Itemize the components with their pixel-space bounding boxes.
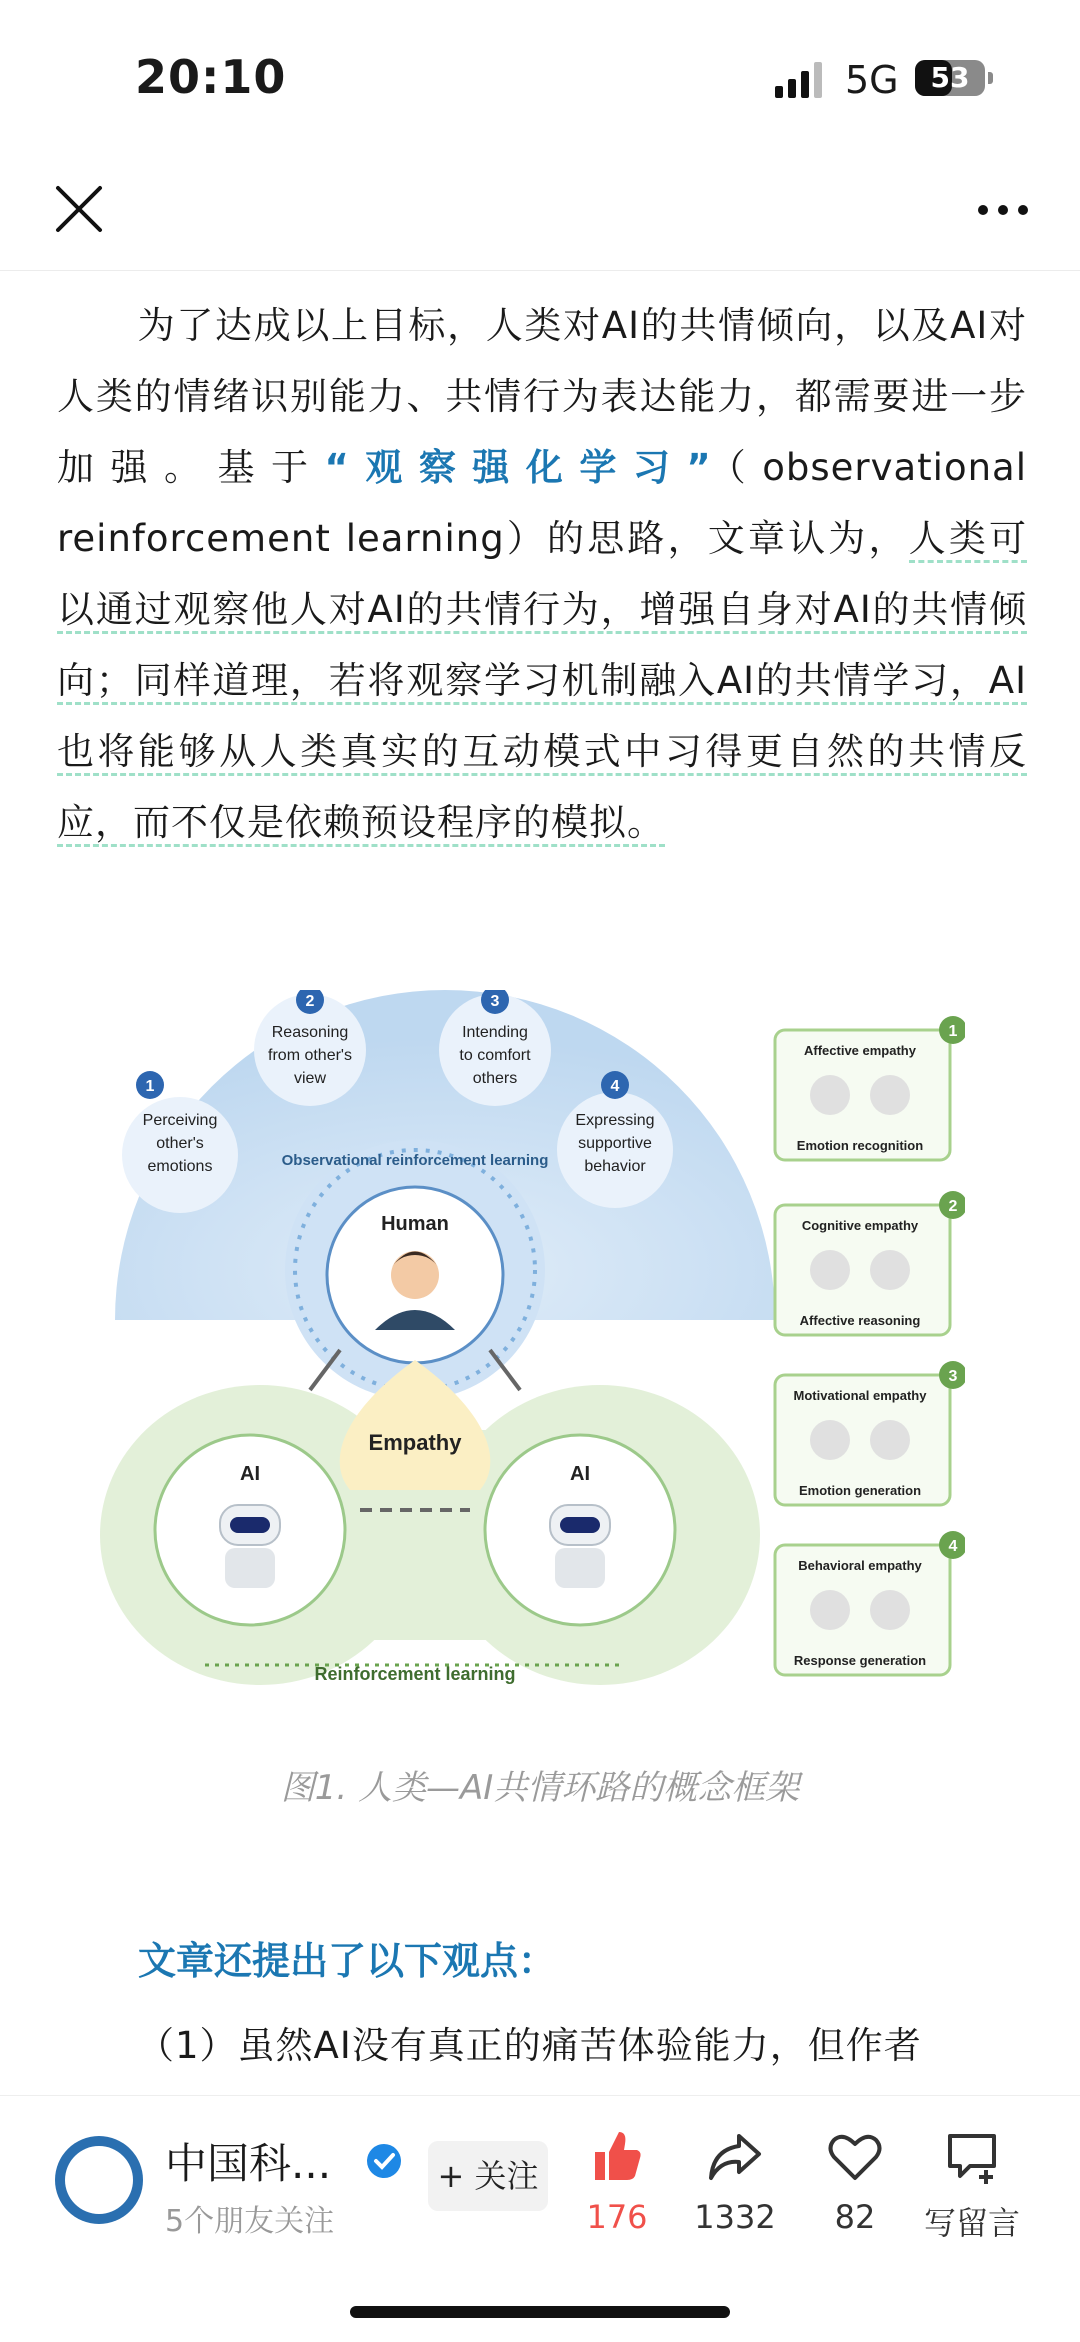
svg-text:Behavioral empathy: Behavioral empathy <box>798 1558 922 1573</box>
follow-button[interactable]: + 关注 <box>428 2141 548 2211</box>
svg-text:Affective empathy: Affective empathy <box>804 1043 916 1058</box>
empathy-card <box>775 1531 965 1675</box>
paragraph-text: （1）虽然AI没有真正的痛苦体验能力，但作者 <box>137 2024 922 2067</box>
svg-text:Emotion recognition: Emotion recognition <box>796 1138 924 1153</box>
empathy-card <box>775 1191 965 1335</box>
heart-icon <box>825 2126 885 2186</box>
svg-text:other's: other's <box>156 1135 204 1152</box>
svg-text:view: view <box>293 1070 327 1087</box>
nav-bar <box>0 160 1080 271</box>
svg-text:Reasoning: Reasoning <box>271 1024 349 1041</box>
section-subhead: 文章还提出了以下观点： <box>138 1939 557 1983</box>
svg-text:others: others <box>472 1070 518 1087</box>
paragraph-text-2: （observational reinforcement learning）的思路，文章认为， <box>57 446 1028 560</box>
share-icon <box>705 2126 765 2186</box>
close-icon[interactable] <box>52 182 108 238</box>
empathy-label: Empathy <box>368 1430 462 1455</box>
svg-text:behavior: behavior <box>584 1158 646 1175</box>
svg-text:Motivational empathy: Motivational empathy <box>793 1388 927 1403</box>
svg-text:Emotion generation: Emotion generation <box>798 1483 922 1498</box>
comment-button[interactable] <box>912 2126 1032 2244</box>
highlight-term: “观察强化学习” <box>324 446 712 489</box>
network-type: 5G <box>845 58 899 102</box>
svg-text:4: 4 <box>948 1538 958 1555</box>
figure-caption: 图1. 人类—AI共情环路的概念框架 <box>280 1768 800 1808</box>
battery-level: 53 <box>930 61 970 94</box>
like-button[interactable] <box>557 2126 677 2236</box>
friends-following: 5个朋友关注 <box>165 2204 335 2239</box>
svg-text:1: 1 <box>948 1023 958 1040</box>
arc-label: Observational reinforcement learning <box>281 1152 549 1169</box>
like-count: 176 <box>586 2198 648 2236</box>
svg-text:3: 3 <box>948 1368 958 1385</box>
svg-text:Cognitive empathy: Cognitive empathy <box>801 1218 919 1233</box>
thumbs-up-icon <box>587 2126 647 2186</box>
rl-label: Reinforcement learning <box>314 1664 516 1684</box>
account-name[interactable]: 中国科... <box>165 2139 332 2188</box>
ai-right-label: AI <box>570 1463 590 1485</box>
human-label: Human <box>381 1213 449 1235</box>
svg-text:emotions: emotions <box>147 1158 213 1175</box>
svg-text:supportive: supportive <box>578 1135 652 1152</box>
more-icon[interactable] <box>975 200 1031 220</box>
status-time: 20:10 <box>135 50 287 104</box>
ai-left-label: AI <box>240 1463 260 1485</box>
svg-text:4: 4 <box>610 1078 620 1095</box>
svg-text:Perceiving: Perceiving <box>142 1112 218 1129</box>
article-paragraph <box>57 290 1027 858</box>
underlined-text: 人类可以通过观察他人对AI的共情行为，增强自身对AI的共情倾向；同样道理，若将观察学习机制融入AI的共情学习，AI也将能够从人类真实的互动模式中习得更自然的共情反应，而不仅是依赖预设程序的模拟。 <box>57 517 1027 847</box>
signal-icon <box>775 62 823 98</box>
svg-text:to comfort: to comfort <box>459 1047 531 1064</box>
svg-text:Response generation: Response generation <box>793 1653 927 1668</box>
svg-text:2: 2 <box>948 1198 958 1215</box>
svg-text:3: 3 <box>490 993 500 1010</box>
favorite-count: 82 <box>834 2198 876 2236</box>
empathy-card <box>775 1016 965 1160</box>
account-avatar[interactable] <box>55 2136 143 2224</box>
concept-figure <box>95 990 965 1730</box>
battery-icon <box>915 60 985 96</box>
status-bar <box>0 0 1080 160</box>
svg-text:1: 1 <box>145 1078 155 1095</box>
share-button[interactable] <box>675 2126 795 2236</box>
article-body <box>57 290 1027 858</box>
favorite-button[interactable] <box>795 2126 915 2236</box>
paragraph-text: 为了达成以上目标，人类对AI的共情倾向，以及AI对人类的情绪识别能力、共情行为表达能力，都需要进一步加强。基于 <box>57 304 1027 489</box>
svg-text:Expressing: Expressing <box>575 1112 655 1129</box>
verified-icon <box>365 2142 403 2180</box>
empathy-card <box>775 1361 965 1505</box>
comment-icon <box>942 2126 1002 2186</box>
svg-text:2: 2 <box>305 993 315 1010</box>
svg-text:from other's: from other's <box>268 1047 352 1064</box>
svg-text:Intending: Intending <box>462 1024 528 1041</box>
bottom-bar <box>0 2095 1080 2342</box>
share-count: 1332 <box>694 2198 776 2236</box>
svg-text:Affective reasoning: Affective reasoning <box>799 1313 921 1328</box>
comment-label: 写留言 <box>923 2204 1020 2242</box>
home-indicator[interactable] <box>350 2306 730 2318</box>
